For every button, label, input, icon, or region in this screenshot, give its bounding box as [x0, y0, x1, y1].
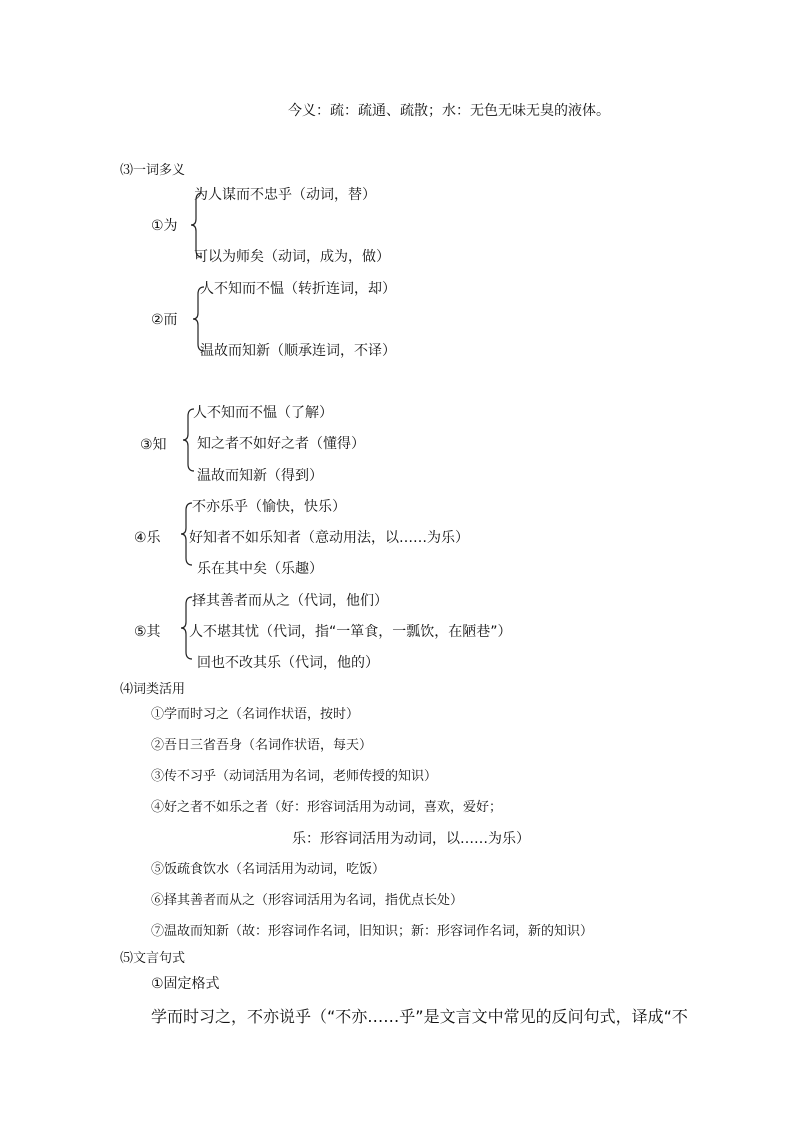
- polysemy-item: 温故而知新（顺承连词，不译）: [200, 343, 396, 359]
- section-5-heading: ⑸文言句式: [120, 951, 186, 966]
- polysemy-word-label: ①为: [151, 218, 178, 234]
- polysemy-item: 知之者不如好之者（懂得）: [197, 436, 365, 452]
- polysemy-item: 好知者不如乐知者（意动用法，以……为乐）: [189, 530, 469, 546]
- conversion-item: ④好之者不如乐之者（好：形容词活用为动词，喜欢，爱好；: [151, 800, 503, 815]
- conversion-item: ①学而时习之（名词作状语，按时）: [151, 707, 360, 722]
- polysemy-item: 不亦乐乎（愉快，快乐）: [192, 499, 346, 515]
- polysemy-item: 人不知而不愠（了解）: [193, 405, 333, 421]
- polysemy-word-label: ③知: [140, 437, 167, 453]
- conversion-item: ⑦温故而知新（故：形容词作名词，旧知识；新：形容词作名词，新的知识）: [151, 924, 594, 939]
- sentence-pattern-text: 学而时习之，不亦说乎（“不亦……乎”是文言文中常见的反问句式，译成“不: [151, 1007, 688, 1026]
- polysemy-item: 人不堪其忧（代词，指“一箪食，一瓢饮，在陋巷”）: [189, 624, 512, 640]
- conversion-item-continued: 乐：形容词活用为动词，以……为乐）: [292, 831, 530, 847]
- conversion-item: ③传不习乎（动词活用为名词，老师传授的知识）: [151, 769, 438, 784]
- modern-meaning-line: 今义：疏：疏通、疏散；水：无色无味无臭的液体。: [288, 103, 610, 119]
- polysemy-item: 温故而知新（得到）: [197, 468, 323, 484]
- section-3-heading: ⑶一词多义: [120, 163, 186, 178]
- polysemy-item: 可以为师矣（动词，成为，做）: [194, 249, 390, 265]
- section-4-heading: ⑷词类活用: [120, 682, 186, 697]
- polysemy-item: 择其善者而从之（代词，他们）: [192, 593, 388, 609]
- polysemy-item: 为人谋而不忠乎（动词，替）: [194, 187, 376, 203]
- polysemy-word-label: ⑤其: [134, 624, 161, 640]
- brace-bracket: [182, 408, 196, 472]
- conversion-item: ⑥择其善者而从之（形容词活用为名词，指优点长处）: [151, 893, 464, 908]
- polysemy-item: 乐在其中矣（乐趣）: [197, 561, 323, 577]
- polysemy-item: 回也不改其乐（代词，他的）: [197, 655, 379, 671]
- polysemy-item: 人不知而不愠（转折连词，却）: [200, 281, 396, 297]
- polysemy-word-label: ④乐: [134, 530, 161, 546]
- section-5-subheading: ①固定格式: [151, 976, 220, 992]
- conversion-item: ⑤饭疏食饮水（名词活用为动词，吃饭）: [151, 862, 386, 877]
- polysemy-word-label: ②而: [151, 312, 178, 328]
- conversion-item: ②吾日三省吾身（名词作状语，每天）: [151, 738, 373, 753]
